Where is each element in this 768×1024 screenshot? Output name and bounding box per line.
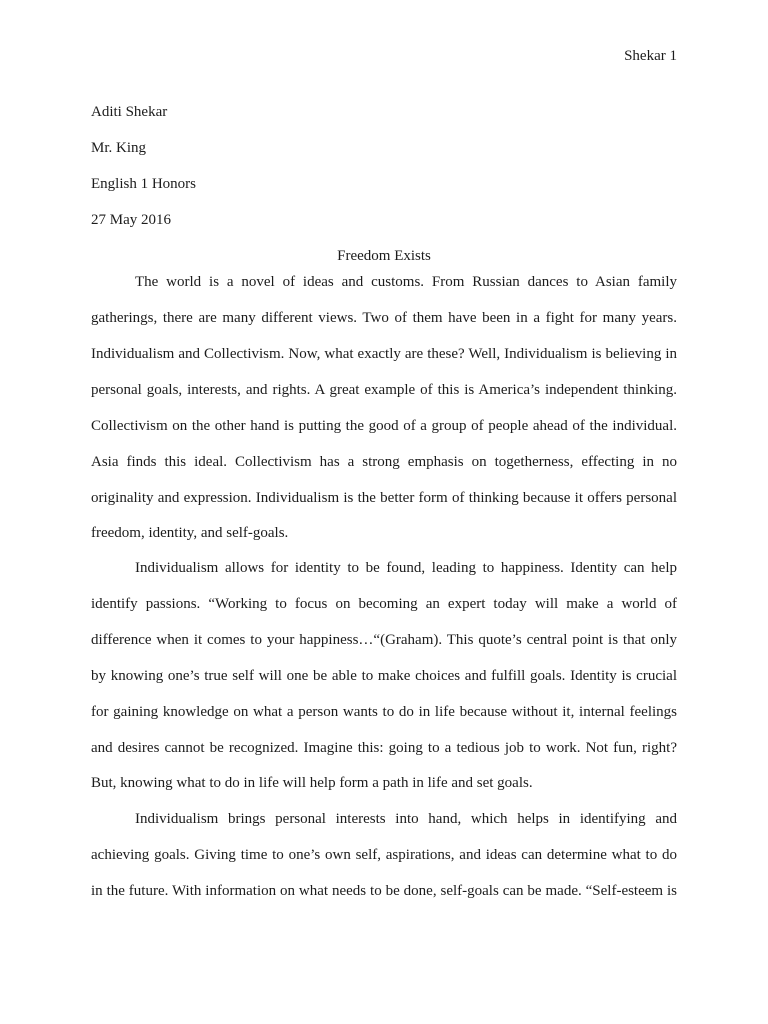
body-line: originality and expression. Individualism is the better form of thinking because it offers personal	[91, 490, 677, 506]
body-line: in the future. With information on what needs to be done, self-goals can be made. “Self-esteem is	[91, 883, 677, 899]
body-line: Asia finds this ideal. Collectivism has a strong emphasis on togetherness, effecting in no	[91, 454, 677, 470]
student-name: Aditi Shekar	[91, 104, 168, 120]
body-line: But, knowing what to do in life will help form a path in life and set goals.	[91, 775, 533, 791]
body-line: identify passions. “Working to focus on becoming an expert today will make a world of	[91, 596, 677, 612]
essay-title: Freedom Exists	[337, 248, 431, 264]
running-head: Shekar 1	[624, 48, 677, 64]
teacher-name: Mr. King	[91, 140, 147, 156]
body-line: Individualism and Collectivism. Now, what exactly are these? Well, Individualism is believing in	[91, 346, 677, 362]
body-line: gatherings, there are many different views. Two of them have been in a fight for many years.	[91, 310, 677, 326]
body-line: Individualism brings personal interests into hand, which helps in identifying and	[135, 811, 677, 827]
body-line: personal goals, interests, and rights. A great example of this is America’s independent thinking.	[91, 382, 677, 398]
body-line: Collectivism on the other hand is putting the good of a group of people ahead of the individual.	[91, 418, 677, 434]
body-line: difference when it comes to your happiness…“(Graham). This quote’s central point is that only	[91, 632, 677, 648]
body-line: freedom, identity, and self-goals.	[91, 525, 289, 541]
body-line: and desires cannot be recognized. Imagine this: going to a tedious job to work. Not fun, right?	[91, 740, 677, 756]
course-name: English 1 Honors	[91, 176, 196, 192]
body-line: Individualism allows for identity to be found, leading to happiness. Identity can help	[135, 560, 677, 576]
body-line: for gaining knowledge on what a person wants to do in life because without it, internal feelings	[91, 704, 677, 720]
mla-heading	[91, 94, 196, 238]
body-line: by knowing one’s true self will one be able to make choices and fulfill goals. Identity is crucial	[91, 668, 677, 684]
body-line: The world is a novel of ideas and customs. From Russian dances to Asian family	[135, 274, 677, 290]
body-line: achieving goals. Giving time to one’s own self, aspirations, and ideas can determine what to do	[91, 847, 677, 863]
essay-date: 27 May 2016	[91, 212, 171, 228]
